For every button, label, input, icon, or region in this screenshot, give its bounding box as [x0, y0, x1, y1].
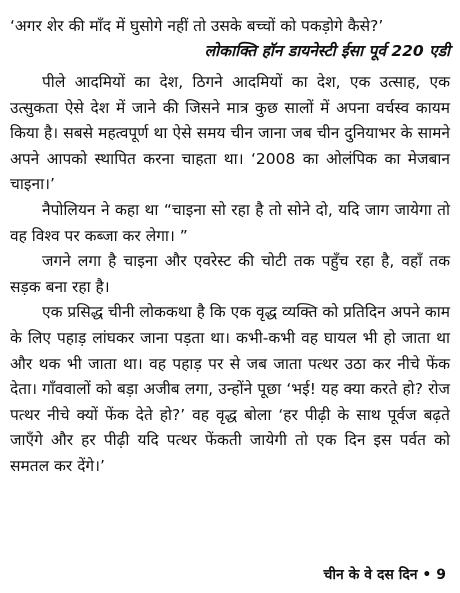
epigraph-quote: ‘अगर शेर की माँद में घुसोगे नहीं तो उसके बच्चों को पकड़ोगे कैसे?’	[10, 17, 384, 35]
paragraph-4: एक प्रसिद्ध चीनी लोककथा है कि एक वृद्ध व्यक्ति को प्रतिदिन अपने काम के लिए पहाड़ लांघकर जाना पड़ता था। कभी-कभी वह घायल भी हो जाता था और थक भी जाता था। वह पहाड़ पर से जब जाता पत्थर उठा कर नीचे फेंक देता। गाँववालों को बड़ा अजीब लगा, उन्होंने पूछा ‘भई! यह क्या करते हो? रोज पत्थर नीचे क्यों फेंक देते हो?’ वह वृद्ध बोला ‘हर पीढ़ी के साथ पूर्वज बढ़ते जाएँगे और हर पीढ़ी यदि पत्थर फेंकती जायेगी तो एक दिन इस पर्वत को समतल कर देंगे।’	[10, 303, 450, 475]
paragraph-3: जगने लगा है चाइना और एवरेस्ट की चोटी तक पहुँच रहा है, वहाँ तक सड़क बना रहा है।	[10, 252, 450, 296]
epigraph-attribution: लोकाक्ति हॉन डायनेस्टी ईसा पूर्व 220 एडी	[204, 42, 450, 60]
page-footer: चीन के वे दस दिन • 9	[323, 567, 446, 583]
paragraph-1: पीले आदमियों का देश, ठिगने आदमियों का देश, एक उत्साह, एक उत्सुकता ऐसे देश में जाने की जिसने मात्र कुछ सालों में अपना वर्चस्व कायम किया है। सबसे महत्वपूर्ण था ऐसे समय चीन जाना जब चीन दुनियाभर के सामने अपने आपको स्थापित करना चाहता था। ‘2008 का ओलंपिक का मेजबान चाइना।’	[10, 73, 450, 194]
paragraph-2: नैपोलियन ने कहा था “चाइना सो रहा है तो सोने दो, यदि जाग जायेगा तो वह विश्व पर कब्जा कर लेगा। ”	[10, 200, 450, 245]
